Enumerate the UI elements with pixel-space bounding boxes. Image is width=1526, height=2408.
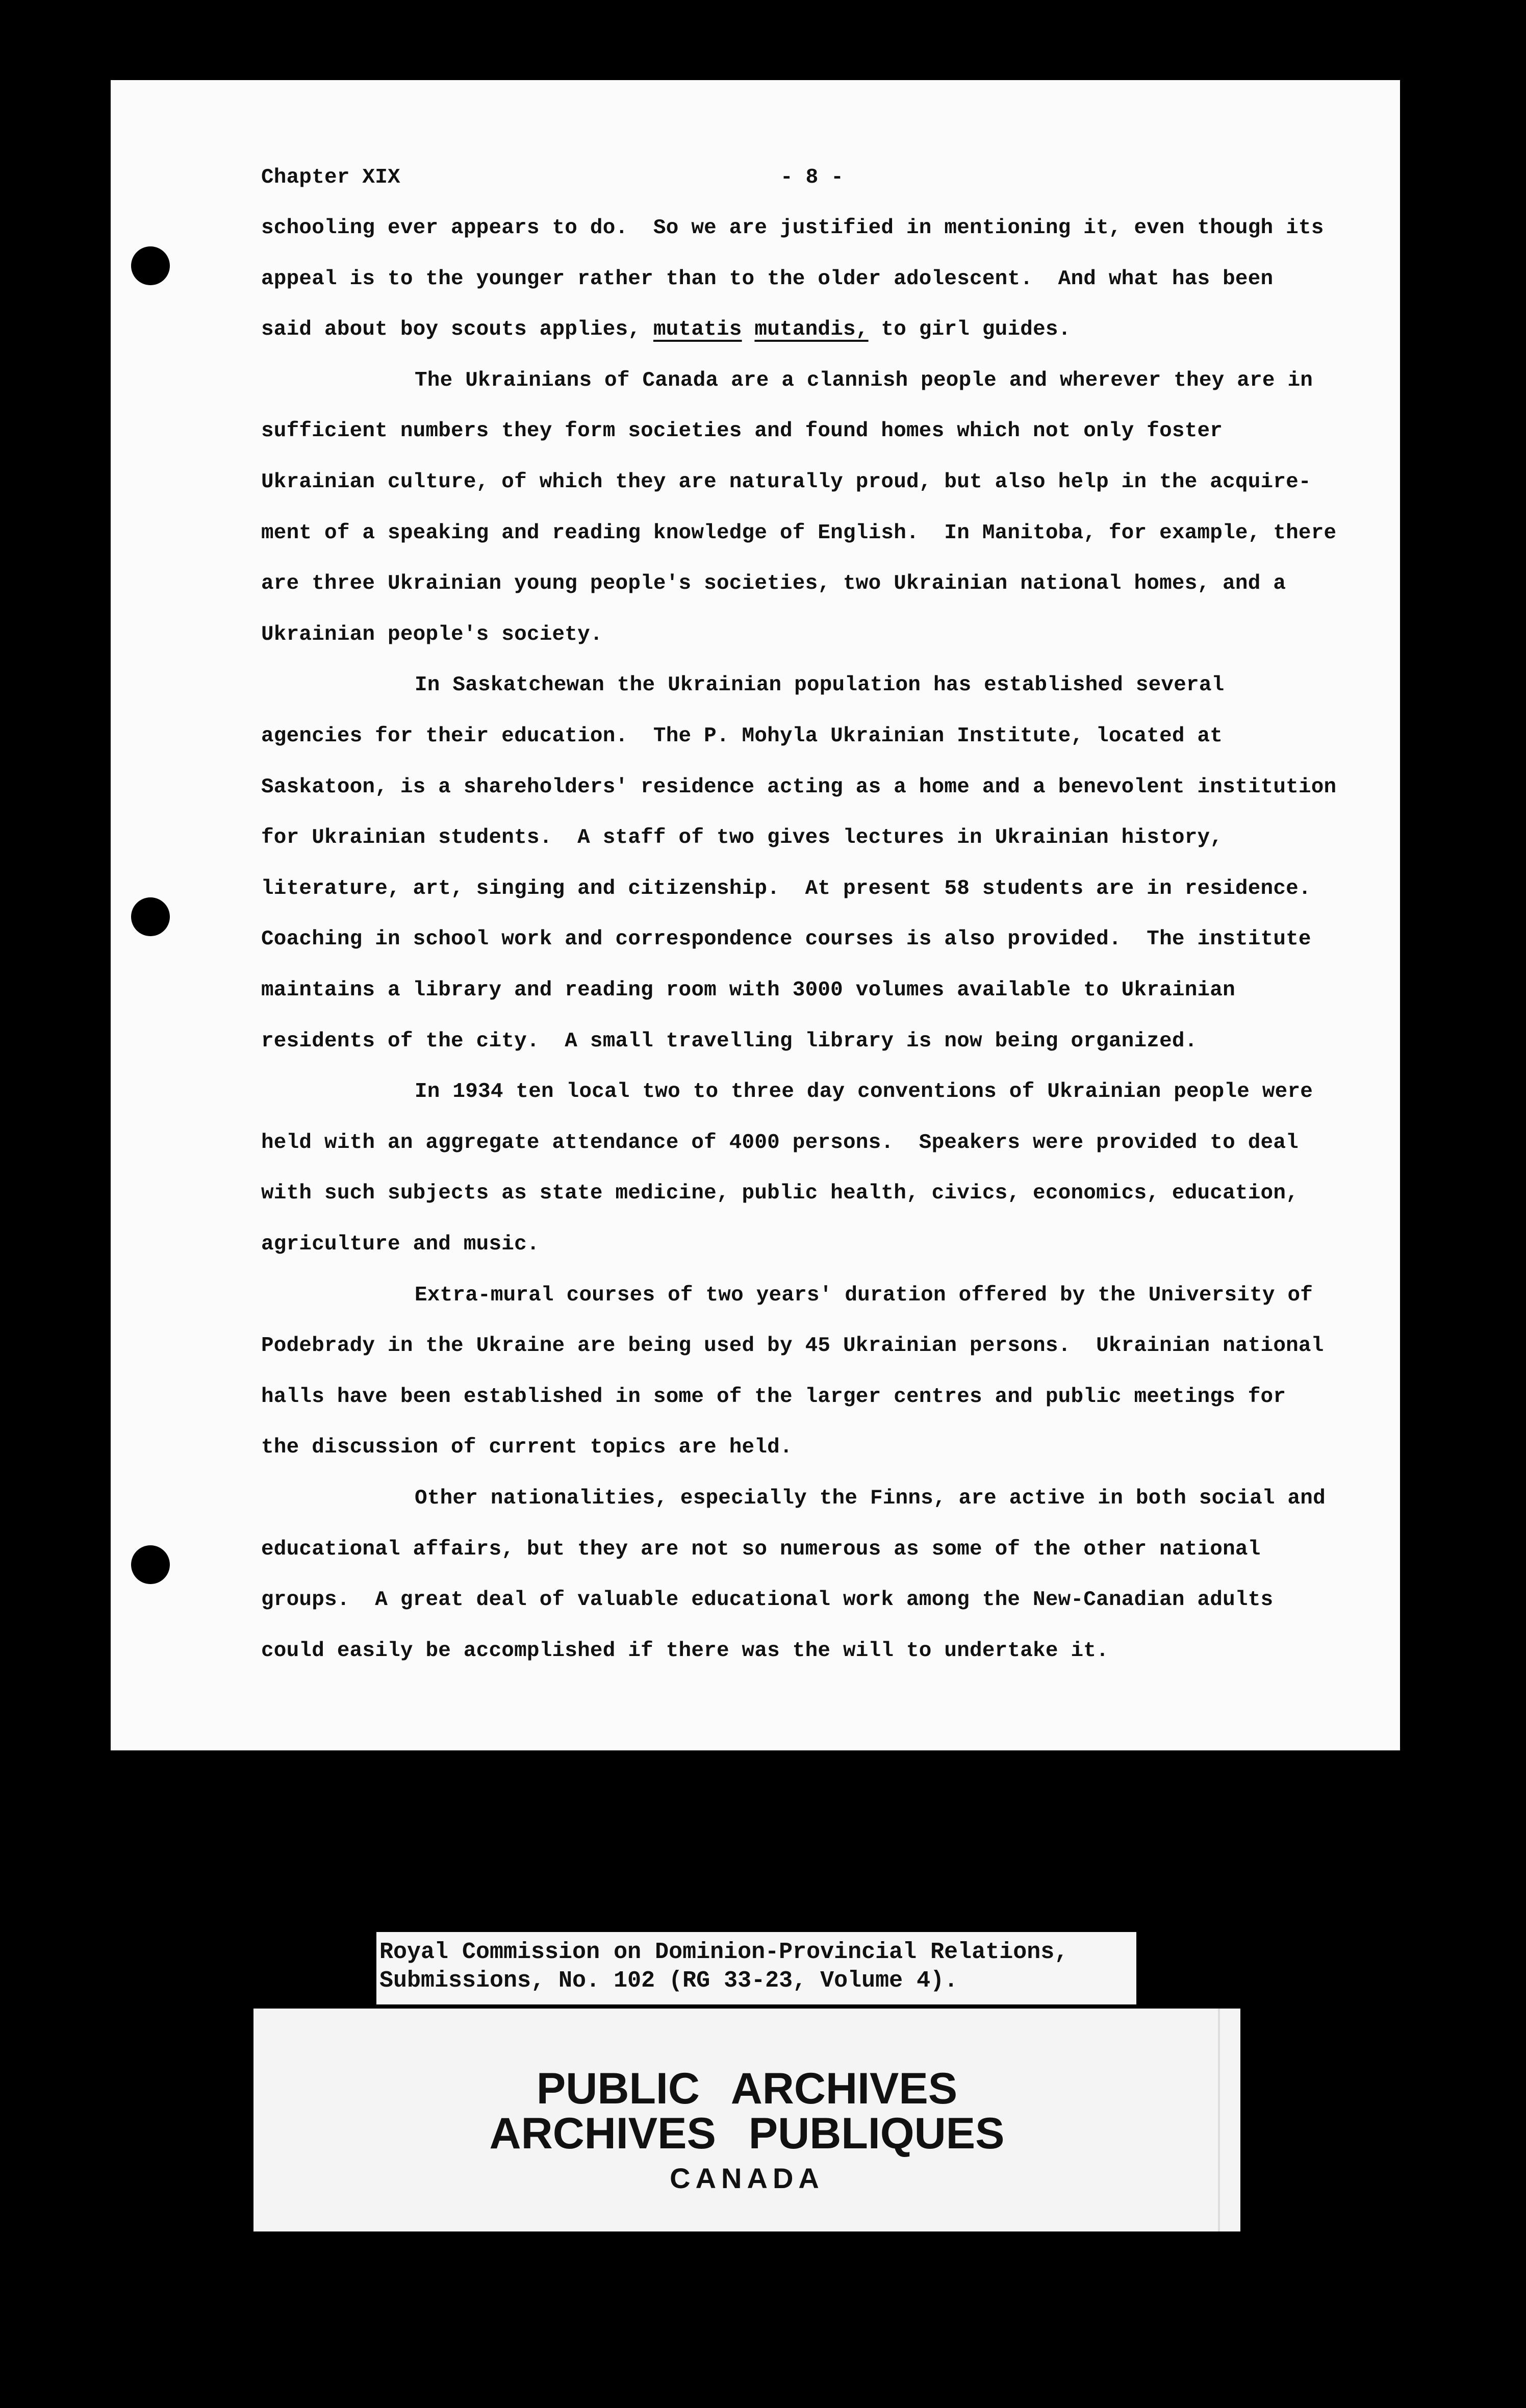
text-line: appeal is to the younger rather than to the older adolescent. And what has been — [261, 267, 1274, 291]
text-line: schooling ever appears to do. So we are justified in mentioning it, even though its — [261, 216, 1324, 240]
text-line: groups. A great deal of valuable educational work among the New-Canadian adults — [261, 1588, 1274, 1612]
text-line: agencies for their education. The P. Mohyla Ukrainian Institute, located at — [261, 724, 1223, 748]
text-segment — [742, 318, 755, 341]
text-line: the discussion of current topics are held. — [261, 1436, 793, 1460]
stamp-line-3: CANADA — [670, 2162, 824, 2194]
text-line: halls have been established in some of the larger centres and public meetings for — [261, 1385, 1286, 1409]
text-line: agriculture and music. — [261, 1233, 540, 1256]
stamp-line-2: ARCHIVES PUBLIQUES — [489, 2109, 1005, 2158]
punch-hole — [131, 1545, 170, 1584]
text-line: ment of a speaking and reading knowledge of English. In Manitoba, for example, there — [261, 521, 1337, 545]
reference-line-1: Royal Commission on Dominion-Provincial Relations, — [379, 1939, 1069, 1965]
reference-line-2: Submissions, No. 102 (RG 33-23, Volume 4). — [379, 1968, 958, 1994]
text-line: Saskatoon, is a shareholders' residence acting as a home and a benevolent institution — [261, 775, 1337, 799]
chapter-heading: Chapter XIX — [261, 166, 400, 189]
text-line: The Ukrainians of Canada are a clannish people and wherever they are in — [415, 368, 1313, 392]
stamp-line-1: PUBLIC ARCHIVES — [536, 2064, 958, 2113]
archive-stamp — [253, 2009, 1240, 2231]
text-line: Podebrady in the Ukraine are being used by 45 Ukrainian persons. Ukrainian national — [261, 1334, 1324, 1358]
text-line: with such subjects as state medicine, public health, civics, economics, education, — [261, 1182, 1299, 1206]
text-line: maintains a library and reading room with 3000 volumes available to Ukrainian — [261, 979, 1235, 1002]
punch-hole — [131, 897, 170, 936]
underlined-term: mutatis — [653, 318, 742, 342]
punch-hole — [131, 246, 170, 285]
text-line: Coaching in school work and correspondence courses is also provided. The institute — [261, 927, 1311, 951]
reference-label — [376, 1932, 1136, 2004]
text-line: could easily be accomplished if there was the will to undertake it. — [261, 1639, 1109, 1663]
text-line: Ukrainian culture, of which they are naturally proud, but also help in the acquire- — [261, 470, 1311, 494]
text-line: Extra-mural courses of two years' duration offered by the University of — [415, 1283, 1313, 1307]
page-number: - 8 - — [780, 166, 844, 189]
text-line: In 1934 ten local two to three day conventions of Ukrainian people were — [415, 1080, 1313, 1104]
text-line: educational affairs, but they are not so numerous as some of the other national — [261, 1537, 1261, 1561]
text-line: In Saskatchewan the Ukrainian population has established several — [415, 673, 1225, 697]
text-line: residents of the city. A small travelling library is now being organized. — [261, 1029, 1198, 1053]
text-line: Ukrainian people's society. — [261, 622, 603, 646]
text-segment: to girl guides. — [868, 318, 1071, 342]
text-segment: said about boy scouts applies, — [261, 318, 653, 342]
text-line: Other nationalities, especially the Finns, are active in both social and — [415, 1487, 1326, 1510]
text-line: for Ukrainian students. A staff of two gives lectures in Ukrainian history, — [261, 826, 1223, 850]
text-line: sufficient numbers they form societies and found homes which not only foster — [261, 419, 1223, 443]
text-line — [261, 318, 1071, 341]
text-line: held with an aggregate attendance of 4000 persons. Speakers were provided to deal — [261, 1131, 1299, 1155]
text-line: literature, art, singing and citizenship. At present 58 students are in residence. — [261, 876, 1311, 900]
underlined-term: mutandis, — [754, 318, 869, 342]
text-line: are three Ukrainian young people's societies, two Ukrainian national homes, and a — [261, 572, 1286, 596]
